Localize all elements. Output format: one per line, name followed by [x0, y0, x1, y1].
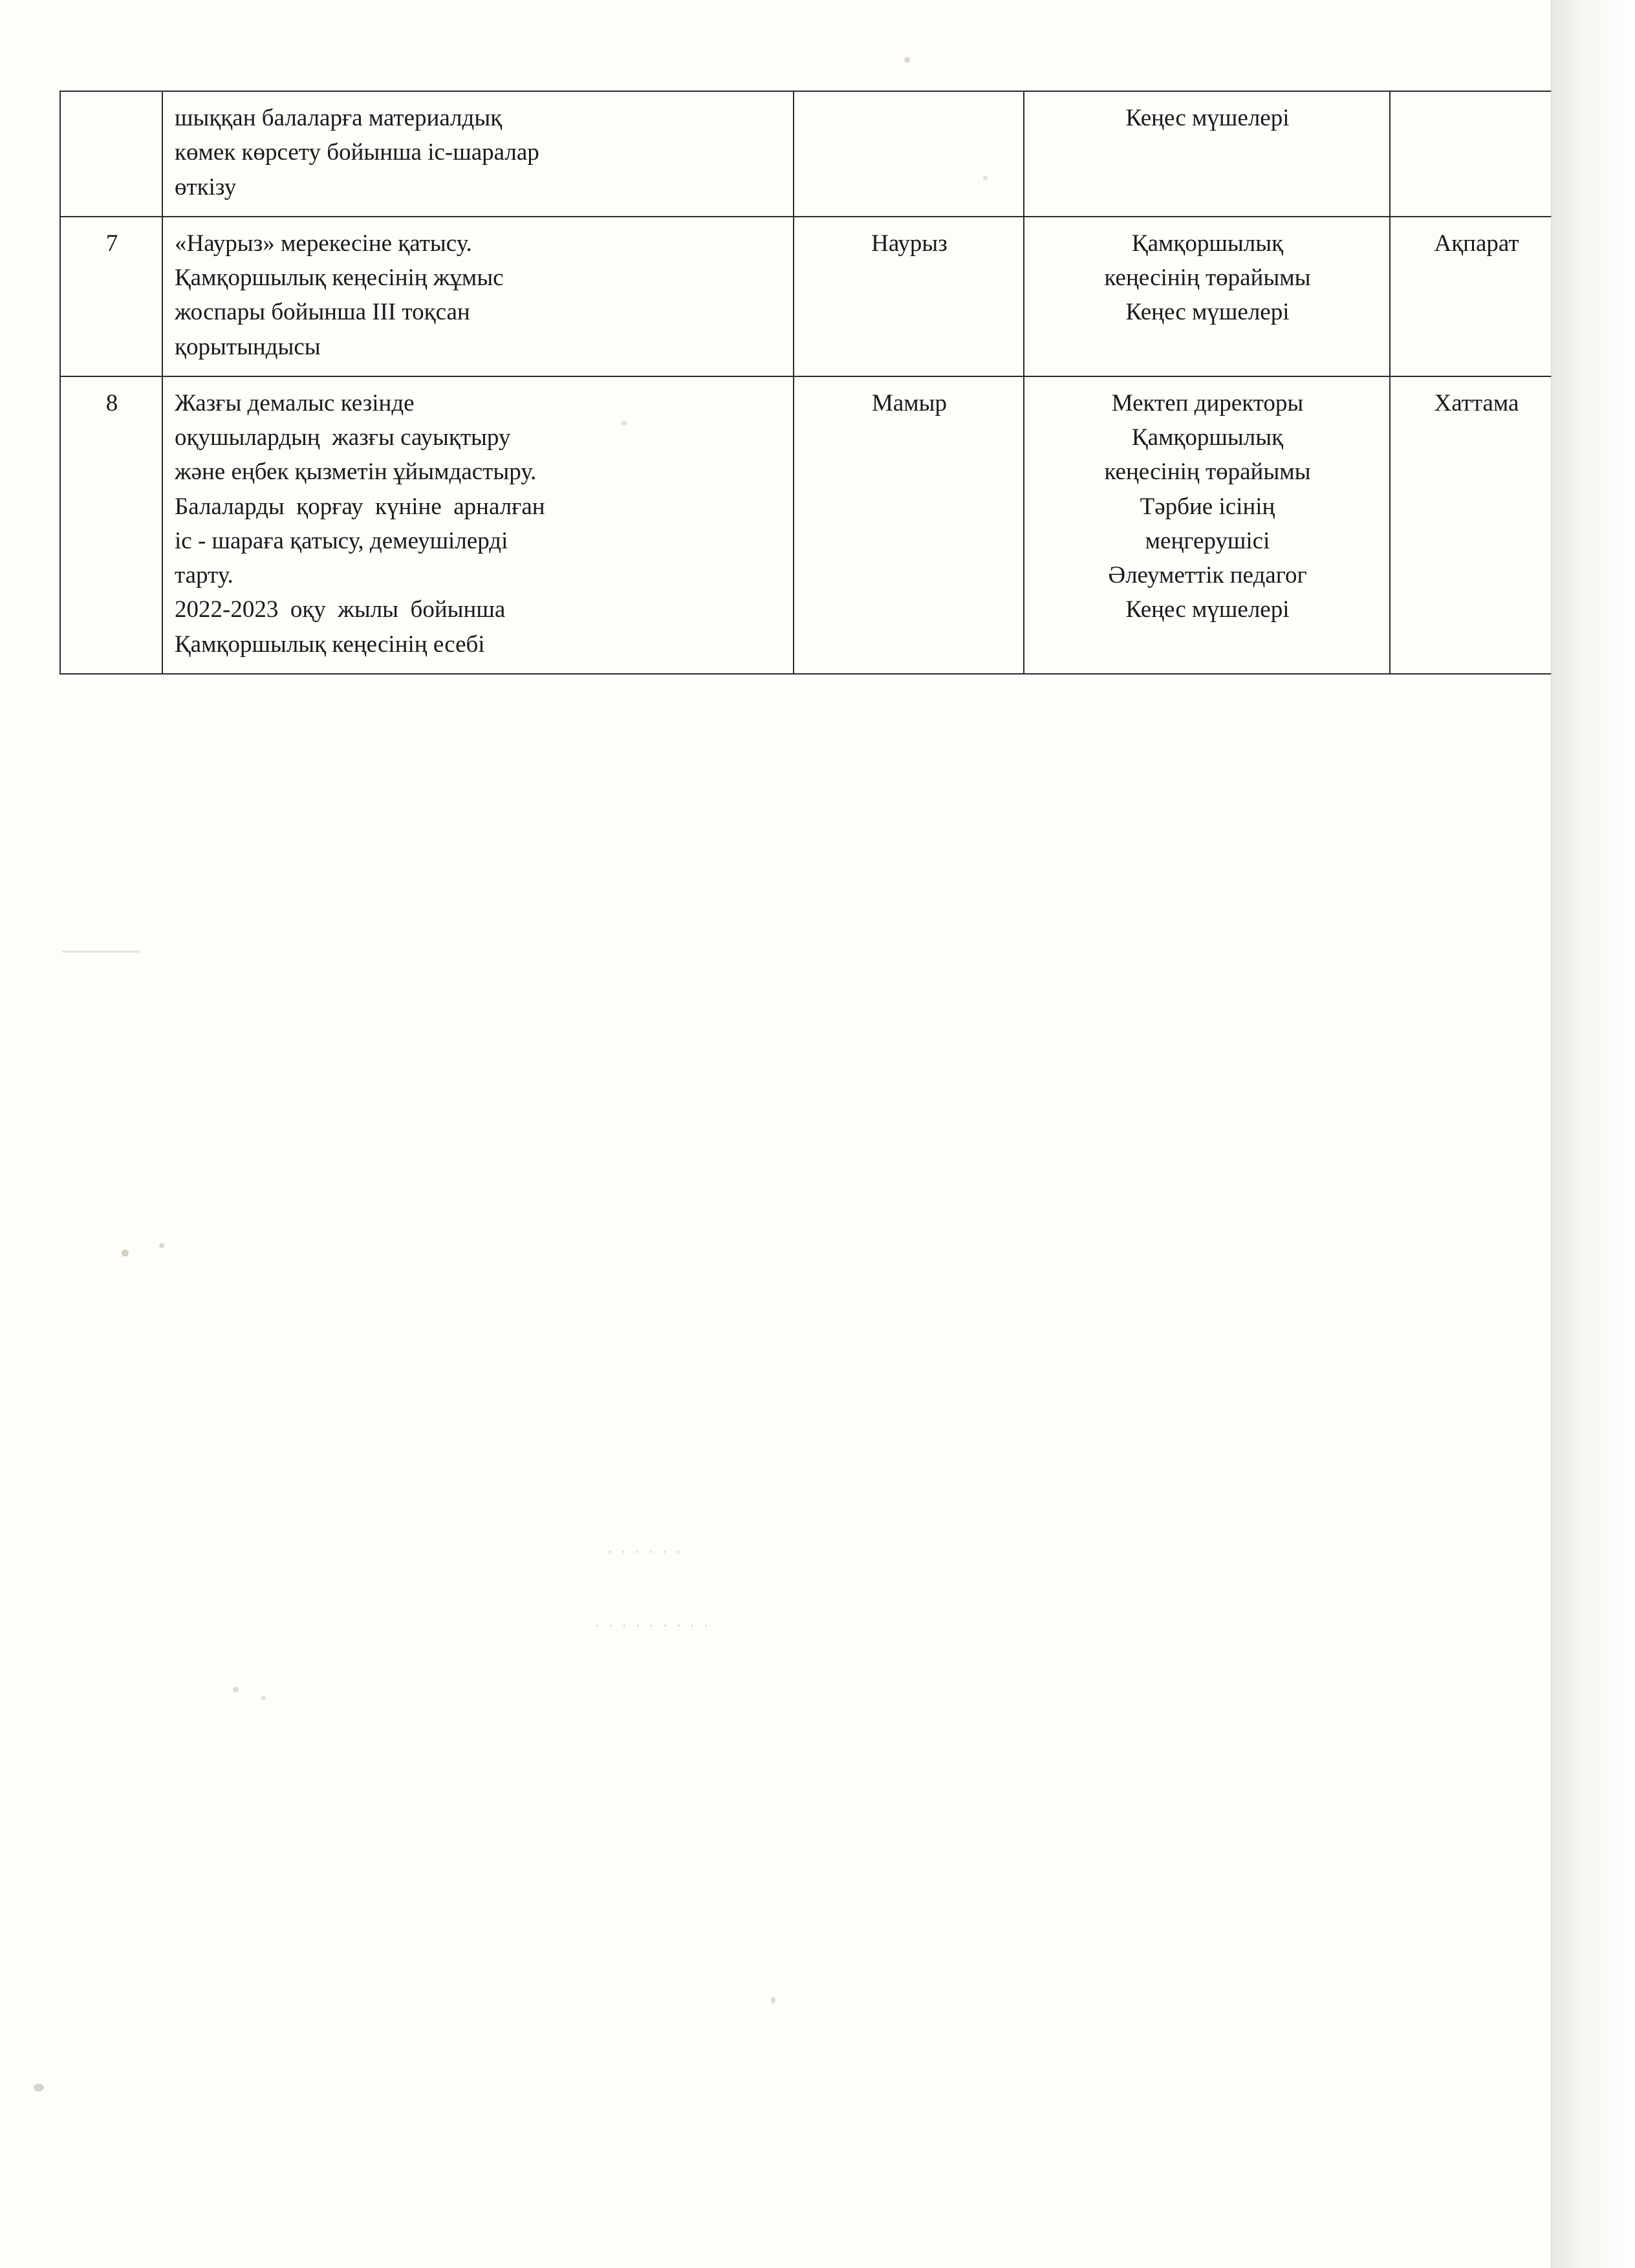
- cell-responsible: [1024, 376, 1390, 674]
- cell-number: 8: [60, 376, 162, 674]
- cell-event: [162, 91, 794, 217]
- scan-speck: [122, 1249, 129, 1257]
- event-line: Қамқоршылық кеңесінің есебі: [175, 631, 485, 658]
- event-line: көмек көрсету бойынша іс-шаралар: [175, 139, 539, 166]
- cell-number: [60, 91, 162, 217]
- cell-event: [162, 217, 794, 376]
- event-line: Балаларды қорғау күніне арналған: [175, 493, 545, 520]
- responsible-line: кеңесінің төрайымы: [1104, 459, 1311, 486]
- cell-responsible: [1024, 91, 1390, 217]
- activity-plan-table: [60, 91, 1563, 675]
- responsible-line: Қамқоршылық: [1131, 230, 1284, 257]
- scan-speck: [233, 1687, 239, 1692]
- page-edge-shadow: [1552, 0, 1635, 2268]
- event-line: Жазғы демалыс кезінде: [175, 389, 415, 416]
- scan-speck: [261, 1696, 266, 1700]
- cell-date: [794, 91, 1024, 217]
- responsible-line: кеңесінің төрайымы: [1104, 265, 1311, 292]
- event-line: шыққан балаларға материалдық: [175, 105, 503, 131]
- responsible-line: Кеңес мүшелері: [1125, 105, 1290, 131]
- scan-speck: [771, 1997, 775, 2003]
- scan-speck: [62, 951, 140, 953]
- responsible-line: Әлеуметтік педагог: [1108, 562, 1307, 589]
- cell-date: Наурыз: [794, 217, 1024, 376]
- scan-speck: [159, 1243, 164, 1248]
- cell-result: Ақпарат: [1390, 217, 1562, 376]
- event-line: және еңбек қызметін ұйымдастыру.: [175, 459, 537, 486]
- event-line: іс - шараға қатысу, демеушілерді: [175, 527, 508, 554]
- responsible-line: Кеңес мүшелері: [1125, 596, 1290, 623]
- event-line: қорытындысы: [175, 333, 321, 360]
- event-line: тарту.: [175, 562, 233, 589]
- event-line: «Наурыз» мерекесіне қатысу.: [175, 230, 472, 257]
- responsible-line: Қамқоршылық: [1131, 424, 1284, 451]
- responsible-line: меңгерушісі: [1145, 527, 1270, 554]
- event-line: оқушылардың жазғы сауықтыру: [175, 424, 511, 451]
- table-row: [60, 91, 1562, 217]
- event-line: жоспары бойынша III тоқсан: [175, 299, 470, 326]
- table-row: [60, 217, 1562, 376]
- responsible-line: Мектеп директоры: [1111, 389, 1304, 416]
- cell-result: [1390, 91, 1562, 217]
- cell-responsible: [1024, 217, 1390, 376]
- cell-number: 7: [60, 217, 162, 376]
- table-row: [60, 376, 1562, 674]
- cell-event: [162, 376, 794, 674]
- cell-date: Мамыр: [794, 376, 1024, 674]
- scan-speck: [34, 2084, 44, 2091]
- event-line: 2022-2023 оқу жылы бойынша: [175, 596, 506, 623]
- event-line: өткізу: [175, 173, 237, 200]
- responsible-line: Тәрбие ісінің: [1140, 493, 1275, 520]
- scan-artifact-text: . . . . . .: [608, 1538, 683, 1557]
- scan-artifact-text: . . . . . . . . .: [595, 1612, 711, 1630]
- event-line: Қамқоршылық кеңесінің жұмыс: [175, 265, 504, 292]
- responsible-line: Кеңес мүшелері: [1125, 299, 1290, 326]
- scan-speck: [904, 57, 910, 63]
- cell-result: Хаттама: [1390, 376, 1562, 674]
